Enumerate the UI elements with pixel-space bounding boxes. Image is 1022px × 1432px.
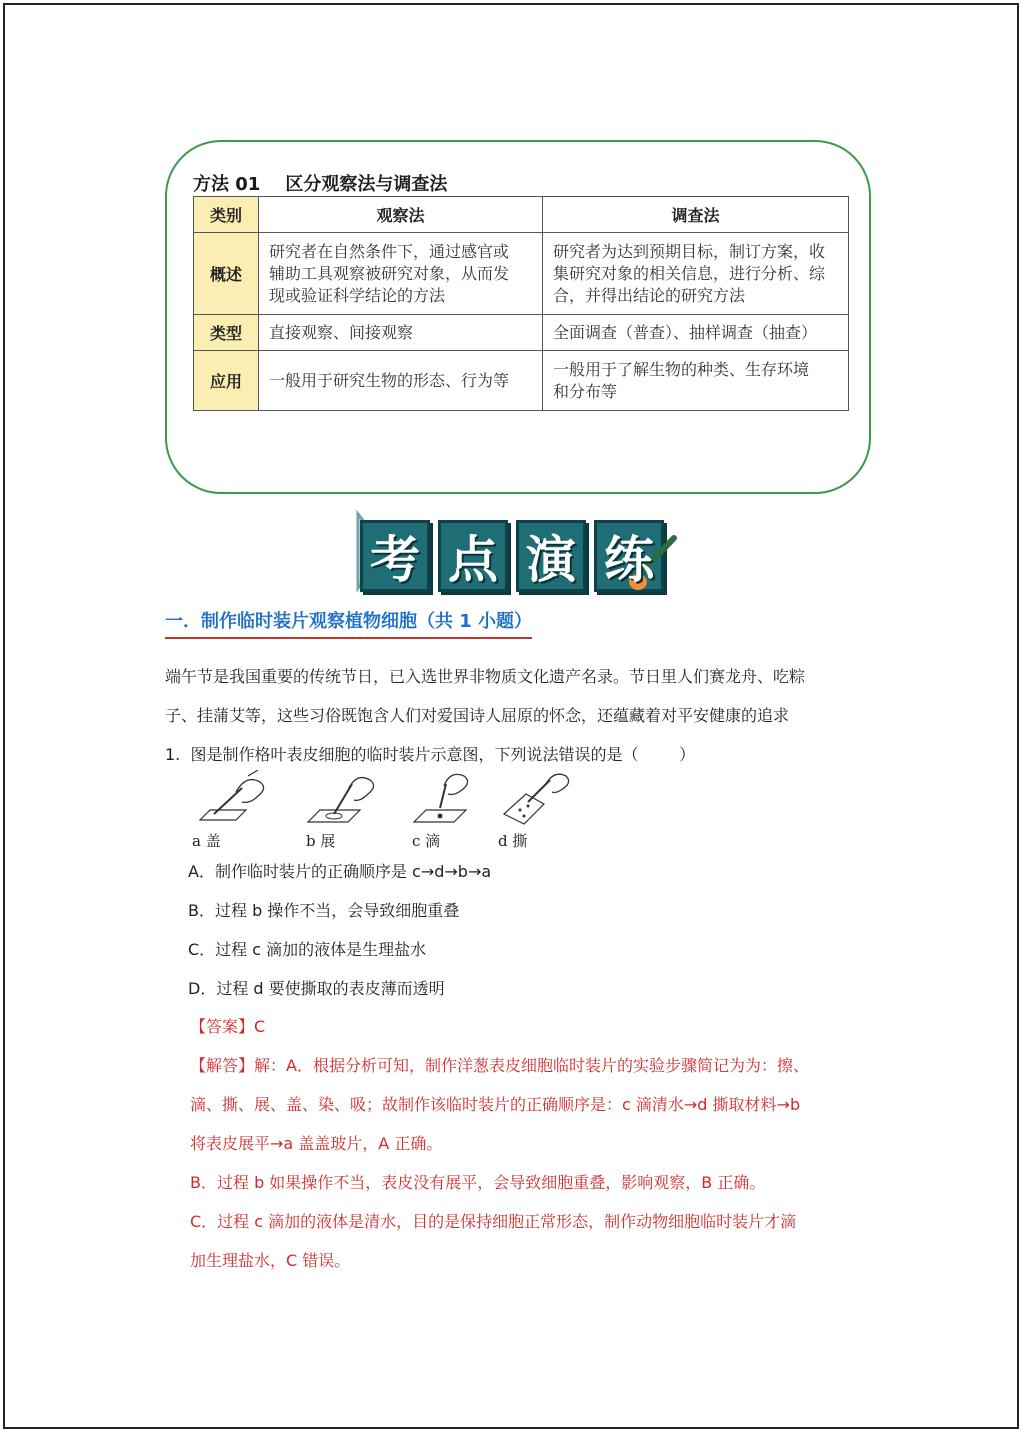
- banner-char: 考: [370, 531, 420, 589]
- row-category: 概述: [194, 233, 259, 315]
- analysis-line: C．过程 c 滴加的液体是清水，目的是保持细胞正常形态，制作动物细胞临时装片才滴: [190, 1212, 797, 1231]
- cell-line: 研究者在自然条件下，通过感官或: [269, 241, 510, 261]
- cell-line: 集研究对象的相关信息，进行分析、综: [553, 263, 826, 283]
- banner-tile: [438, 520, 508, 592]
- survey-cell: [543, 315, 849, 351]
- table-row: [194, 315, 849, 351]
- banner-tile: [594, 520, 664, 592]
- row-category: 类型: [194, 315, 259, 351]
- header-survey: 调查法: [543, 197, 849, 233]
- analysis-line: 滴、撕、展、盖、染、吸；故制作该临时装片的正确顺序是：c 滴清水→d 撕取材料→b: [190, 1095, 801, 1114]
- cell-line: 直接观察、间接观察: [269, 322, 414, 342]
- step-a-illustration-icon: [196, 770, 276, 830]
- cell-line: 一般用于研究生物的形态、行为等: [269, 370, 510, 390]
- analysis-line: 加生理盐水，C 错误。: [190, 1251, 351, 1270]
- method-table: [193, 196, 849, 411]
- banner-char: 演: [526, 531, 576, 589]
- cell-line: 现或验证科学结论的方法: [269, 285, 446, 305]
- analysis-line: B．过程 b 如果操作不当，表皮没有展平，会导致细胞重叠，影响观察，B 正确。: [190, 1173, 766, 1192]
- header-observe: 观察法: [259, 197, 543, 233]
- step-d-illustration-icon: [498, 770, 578, 830]
- step-b-illustration-icon: [304, 770, 384, 830]
- option-c: C．过程 c 滴加的液体是生理盐水: [188, 940, 427, 959]
- intro-line: 子、挂蒲艾等，这些习俗既饱含人们对爱国诗人屈原的怀念，还蕴藏着对平安健康的追求: [165, 706, 790, 725]
- cell-line: 辅助工具观察被研究对象，从而发: [269, 263, 510, 283]
- practice-banner: [352, 510, 682, 592]
- question-text: 1. 图是制作格叶表皮细胞的临时装片示意图，下列说法错误的是（ ）: [165, 745, 696, 764]
- banner-char: 练: [604, 531, 654, 589]
- table-row: [194, 351, 849, 411]
- analysis-line: 【解答】解：A．根据分析可知，制作洋葱表皮细胞临时装片的实验步骤简记为为：擦、: [190, 1056, 809, 1075]
- observe-cell: [259, 351, 543, 411]
- intro-line: 端午节是我国重要的传统节日，已入选世界非物质文化遗产名录。节日里人们赛龙舟、吃粽: [165, 667, 806, 686]
- cell-line: 合，并得出结论的研究方法: [553, 285, 746, 305]
- observe-cell: [259, 233, 543, 315]
- figure-label: d 撕: [498, 832, 528, 850]
- banner-tile: [360, 520, 430, 592]
- row-category: 应用: [194, 351, 259, 411]
- step-c-illustration-icon: [410, 770, 490, 830]
- option-d: D．过程 d 要使撕取的表皮薄而透明: [188, 979, 445, 998]
- method-title: 方法 01 区分观察法与调查法: [193, 174, 448, 195]
- slide-steps-figure: [188, 770, 588, 850]
- survey-cell: [543, 233, 849, 315]
- section-heading: 一．制作临时装片观察植物细胞（共 1 小题）: [165, 607, 532, 639]
- figure-label: b 展: [306, 832, 336, 850]
- cell-line: 一般用于了解生物的种类、生存环境: [553, 359, 810, 379]
- banner-char: 点: [448, 531, 498, 589]
- observe-cell: [259, 315, 543, 351]
- table-header-row: [194, 197, 849, 233]
- option-a: A．制作临时装片的正确顺序是 c→d→b→a: [188, 862, 492, 881]
- header-category: 类别: [194, 197, 259, 233]
- analysis-line: 将表皮展平→a 盖盖玻片，A 正确。: [190, 1134, 443, 1153]
- option-b: B．过程 b 操作不当，会导致细胞重叠: [188, 901, 460, 920]
- table-row: [194, 233, 849, 315]
- figure-label: c 滴: [412, 832, 441, 850]
- banner-tile: [516, 520, 586, 592]
- cell-line: 全面调查（普查）、抽样调查（抽查）: [553, 322, 818, 342]
- answer-label: 【答案】C: [190, 1017, 266, 1036]
- figure-label: a 盖: [192, 832, 221, 850]
- survey-cell: [543, 351, 849, 411]
- cell-line: 研究者为达到预期目标，制订方案，收: [553, 241, 826, 261]
- cell-line: 和分布等: [553, 381, 618, 401]
